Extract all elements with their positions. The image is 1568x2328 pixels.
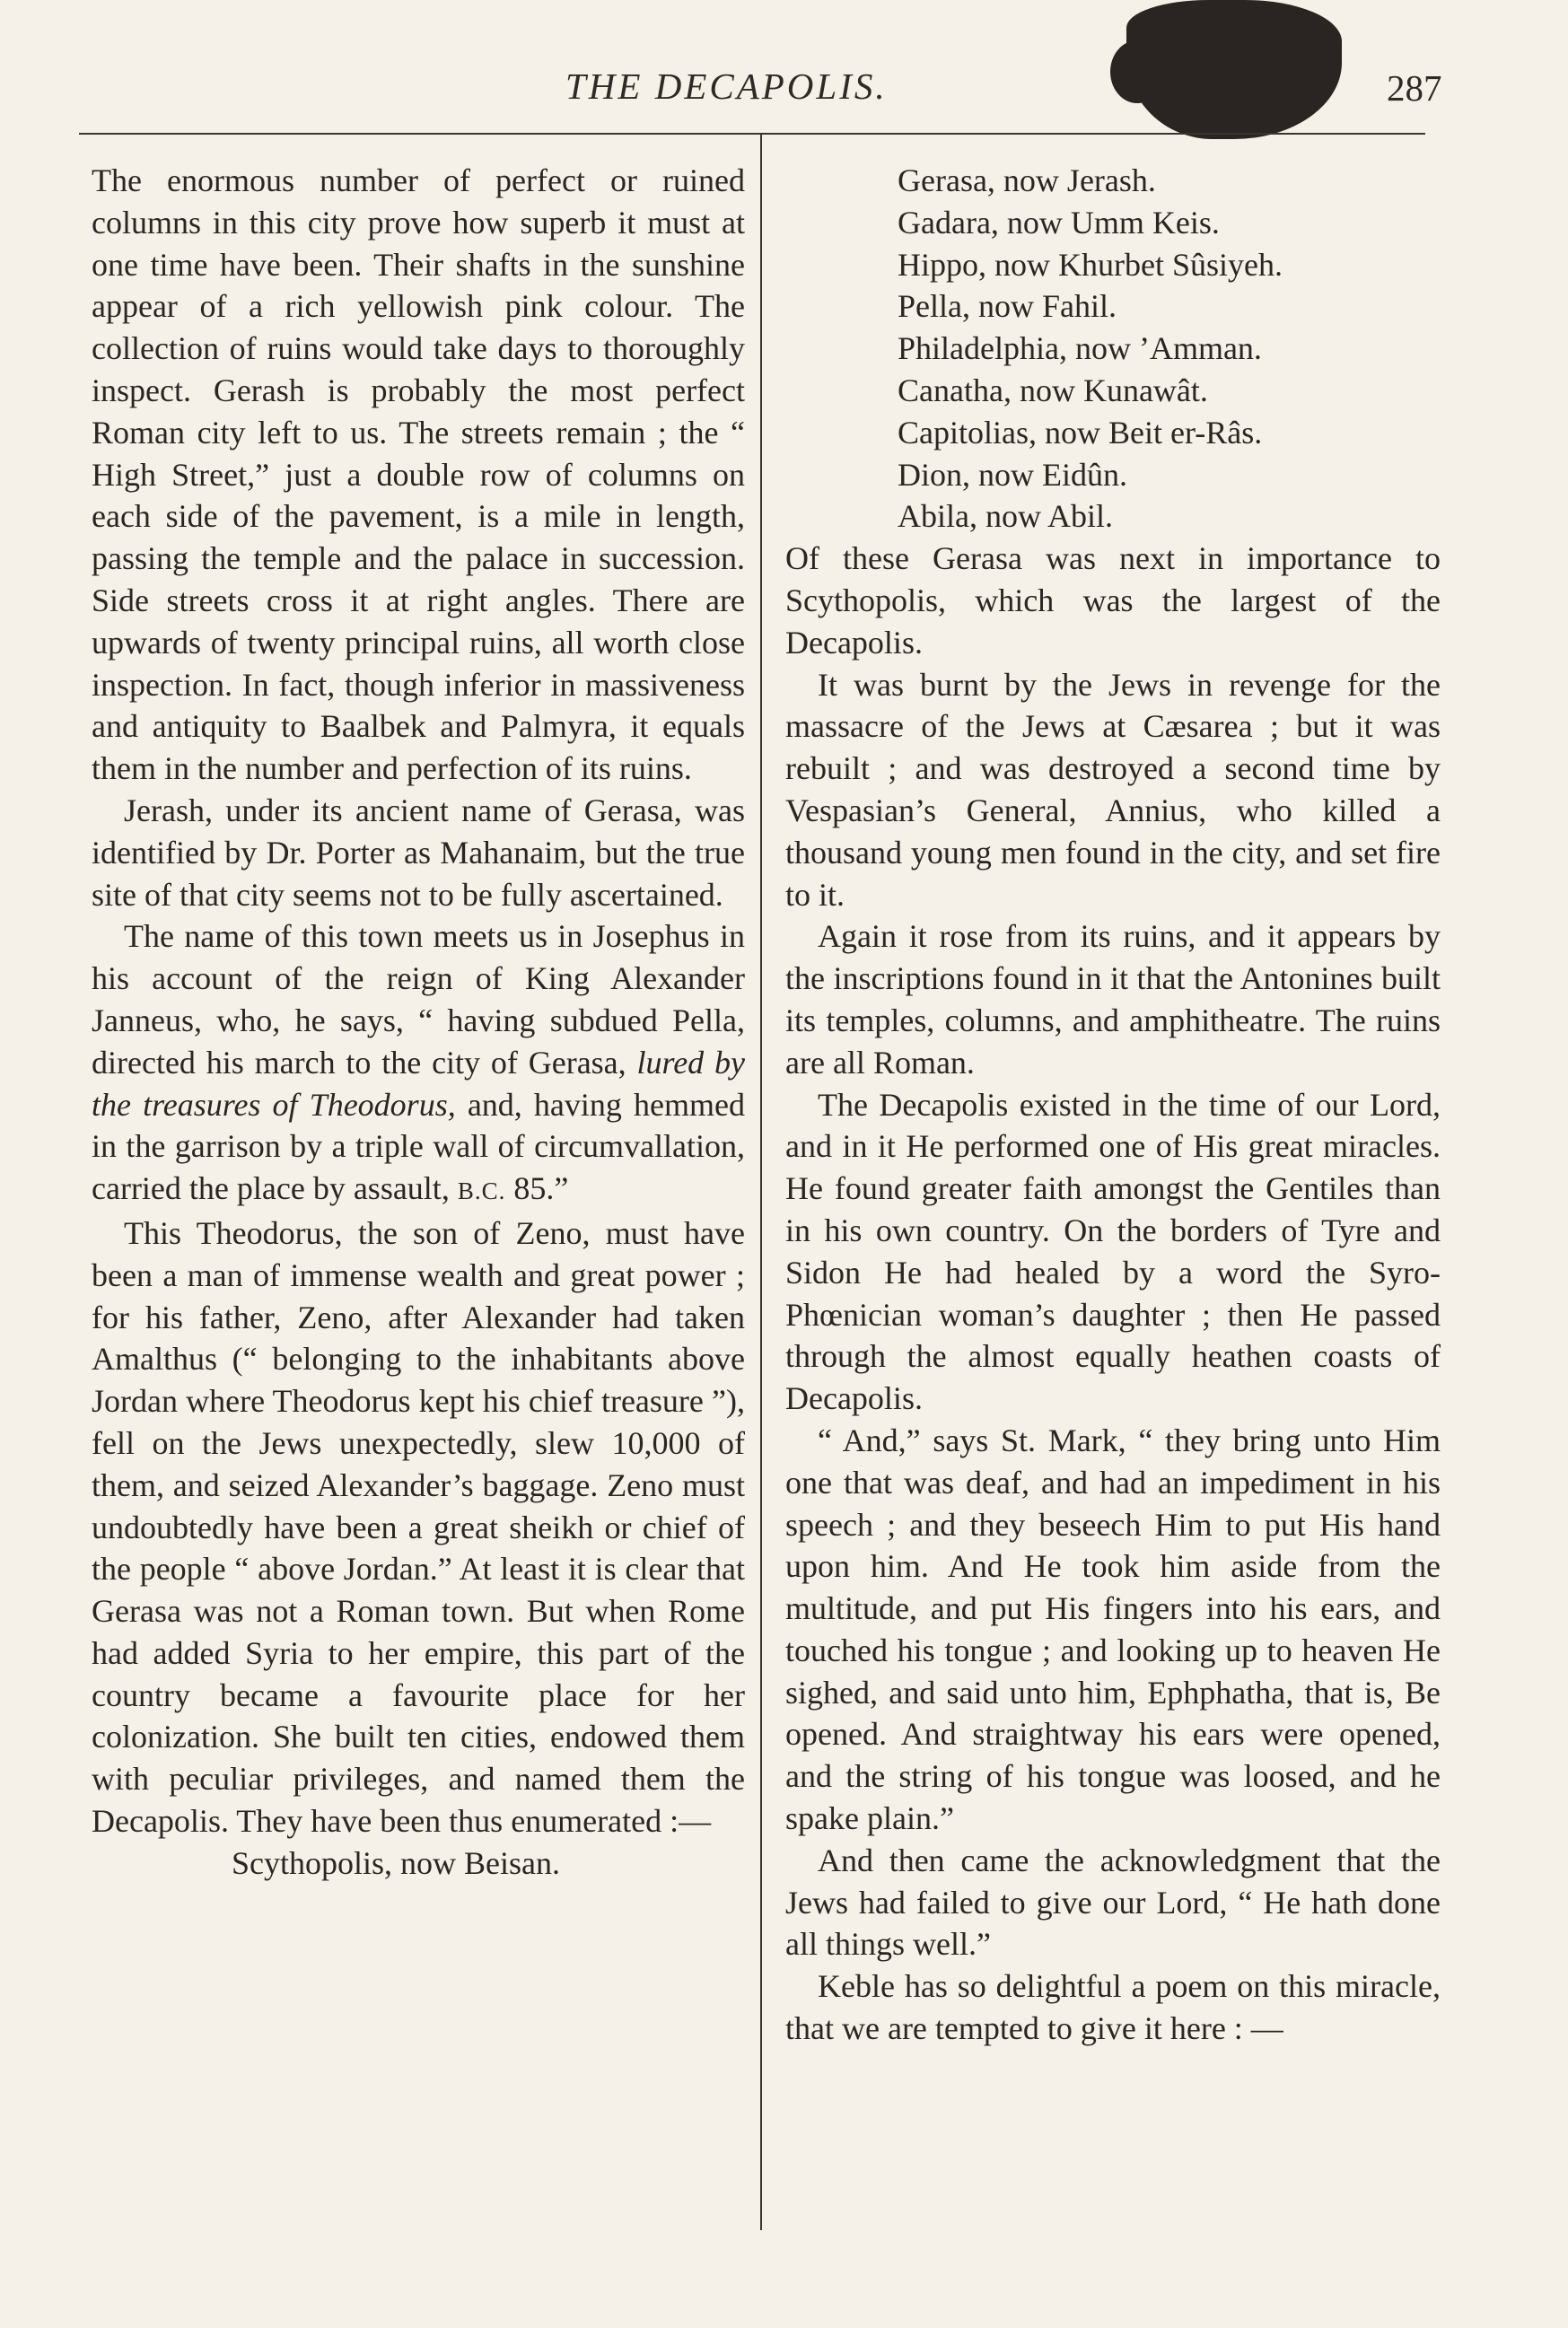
city-list-item: Pella, now Fahil.: [898, 288, 1117, 325]
text-run: and, having hemmed in the garrison by a triple wall of circumvallation, carried the place by assault,: [92, 1086, 745, 1207]
small-caps-bc: B.C.: [457, 1177, 506, 1205]
page-number: 287: [1387, 67, 1442, 109]
paragraph: The Decapolis existed in the time of our Lord, and in it He performed one of His great miracles. He found greater faith amongst the Gentiles than in his own country. On the borders of Tyre and Sidon He had healed by a word the Syro-Phœnician woman’s daughter ; then He passed through the almost equally heathen coasts of Decapolis.: [785, 1086, 1441, 1417]
paragraph: And then came the acknowledgment that the Jews had failed to give our Lord, “ He hath done all things well.”: [785, 1842, 1441, 1963]
paragraph: The enormous number of perfect or ruined columns in this city prove how superb it must at one time have been. Their shafts in the sunshine appear of a rich yellowish pink colour. The collection of ruins would take days to thoroughly inspect. Gerash is probably the most perfect Roman city left to us. The streets remain ; the “ High Street,” just a double row of columns on each side of the pavement, is a mile in length, passing the temple and the palace in succession. Side streets cross it at right angles. There are upwards of twenty principal ruins, all worth close inspection. In fact, though inferior in massiveness and antiquity to Baalbek and Palmyra, it equals them in the number and perfection of its ruins.: [92, 162, 745, 787]
ink-blot-stain: [1126, 0, 1342, 139]
city-list-item: Canatha, now Kunawât.: [898, 372, 1208, 408]
paragraph: This Theodorus, the son of Zeno, must have been a man of immense wealth and great power ; for his father, Zeno, after Alexander had taken Amalthus (“ belonging to the inhabitants above Jordan where Theodorus kept his chief treasure ”), fell on the Jews unexpectedly, slew 10,000 of them, and seized Alexander’s baggage. Zeno must undoubtedly have been a great sheikh or chief of the people “ above Jordan.” At least it is clear that Gerasa was not a Roman town. But when Rome had added Syria to her empire, this part of the country became a favourite place for her colonization. She built ten cities, endowed them with peculiar privileges, and named them the Decapolis. They have been thus enumerated :—: [92, 1214, 745, 1840]
paragraph: “ And,” says St. Mark, “ they bring unto Him one that was deaf, and had an impediment in his speech ; and they beseech Him to put His hand upon him. And He took him aside from the multitude, and put His fingers into his ears, and touched his tongue ; and looking up to heaven He sighed, and said unto him, Ephphatha, that is, Be opened. And straightway his ears were opened, and the string of his tongue was loosed, and he spake plain.”: [785, 1422, 1441, 1837]
paragraph: Keble has so delightful a poem on this miracle, that we are tempted to give it here : —: [785, 1968, 1441, 2047]
italic-phrase: lured by the treasures of Theodorus,: [92, 1044, 745, 1123]
city-list-item: Abila, now Abil.: [898, 498, 1113, 535]
paragraph: Again it rose from its ruins, and it appears by the inscriptions found in it that the Antonines built its temples, columns, and amphitheatre. The ruins are all Roman.: [785, 918, 1441, 1081]
city-list-item: Gadara, now Umm Keis.: [898, 204, 1220, 241]
left-column: [92, 160, 745, 1885]
paragraph: [92, 915, 745, 1212]
paragraph: Jerash, under its ancient name of Gerasa, was identified by Dr. Porter as Mahanaim, but the true site of that city seems not to be fully ascertained.: [92, 792, 745, 913]
city-list-item: Capitolias, now Beit er-Râs.: [898, 414, 1263, 451]
column-divider: [760, 135, 762, 2230]
right-column: [785, 160, 1441, 2050]
city-list-item: Gerasa, now Jerash.: [898, 162, 1156, 198]
city-list-item: Philadelphia, now ’Amman.: [898, 330, 1262, 367]
text-run: The name of this town meets us in Josephus in his account of the reign of King Alexander Janneus, who, he says, “ having subdued Pella, directed his march to the city of Gerasa,: [92, 918, 745, 1081]
header-rule: [79, 133, 1425, 135]
city-list-item: Hippo, now Khurbet Sûsiyeh.: [898, 246, 1283, 283]
city-list: [785, 160, 1441, 538]
text-run: 85.”: [505, 1170, 569, 1207]
city-list-item: Dion, now Eidûn.: [898, 456, 1127, 493]
paragraph: Of these Gerasa was next in importance to Scythopolis, which was the largest of the Decapolis.: [785, 540, 1441, 661]
running-head: THE DECAPOLIS.: [565, 66, 888, 107]
paragraph: It was burnt by the Jews in revenge for the massacre of the Jews at Cæsarea ; but it was rebuilt ; and was destroyed a second time by Vespasian’s General, Annius, who killed a thousand young men found in the city, and set fire to it.: [785, 666, 1441, 913]
city-list-item: Scythopolis, now Beisan.: [232, 1844, 560, 1881]
